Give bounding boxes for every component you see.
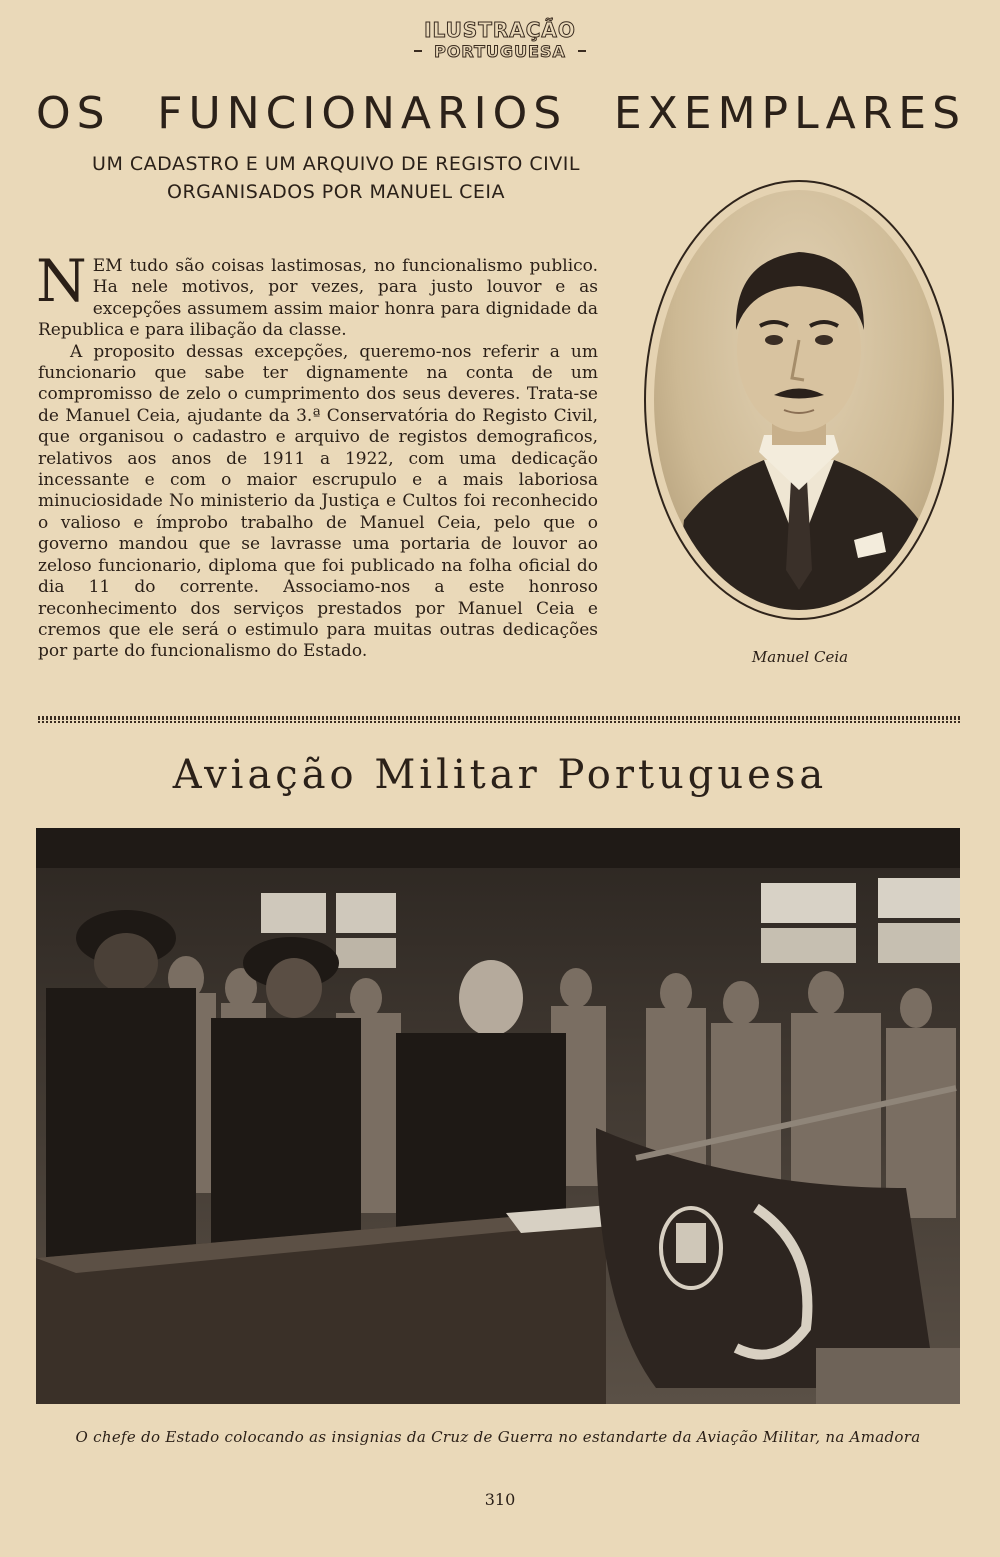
headline-word-1: OS: [36, 88, 111, 139]
article-paragraph-1: [36, 247, 598, 342]
article-body: [36, 247, 598, 663]
portrait-caption: Manuel Ceia: [751, 648, 849, 666]
article-paragraph-2: A proposito dessas excepções, queremo-nos referir a um funcionario que sabe ter dignamente na conta de um compromisso de zelo o cumprimento dos seus deveres. Trata-se de Manuel Ceia, ajudante da 3.ª Conservatória do Registo Civil, que organisou o cadastro e arquivo de registos demograficos, relativos aos anos de 1911 a 1922, com uma dedicação incessante e com o maior escrupulo e a mais laboriosa minuciosidade No ministerio da Justiça e Cultos foi reconhecido o valioso e ímprobo trabalho de Manuel Ceia, pelo que o governo mandou que se lavrasse uma portaria de louvor ao zeloso funcionario, diploma que foi publicado na folha oficial do dia 11 do corrente. Associamo-nos a este honroso reconhecimento dos serviços prestados por Manuel Ceia e cremos que ele será o estimulo para muitas outras dedicações por parte do funcionalismo do Estado.: [38, 341, 598, 662]
masthead-dash-left: [414, 50, 422, 52]
section-divider-lower: [38, 721, 960, 723]
article-headline: [36, 88, 966, 139]
headline-word-2: FUNCIONARIOS: [157, 88, 568, 139]
subhead-line-1: UM CADASTRO E UM ARQUIVO DE REGISTO CIVIL: [92, 153, 580, 175]
paragraph-1-text: EM tudo são coisas lastimosas, no funcionalismo publico. Ha nele motivos, por vezes, para justo louvor e as excepções assumem assim maior honra para dignidade da Republica e para ilibação da classe.: [38, 256, 598, 341]
masthead-line2: PORTUGUESA: [434, 42, 566, 61]
masthead-line1: ILUSTRAÇÃO: [424, 18, 576, 42]
page-number: 310: [484, 1490, 516, 1509]
photo-caption: O chefe do Estado colocando as insignias da Cruz de Guerra no estandarte da Aviação Militar, na Amadora: [75, 1428, 921, 1446]
ceremony-photo: [36, 828, 960, 1404]
masthead-dash-right: [578, 50, 586, 52]
section-title: Aviação Militar Portuguesa: [172, 752, 828, 798]
drop-cap: N: [36, 247, 87, 315]
article-subhead: [36, 150, 636, 206]
masthead-logo: [420, 20, 580, 76]
subhead-line-2: ORGANISADOS POR MANUEL CEIA: [167, 181, 505, 203]
portrait-photo: [654, 190, 944, 610]
headline-word-3: EXEMPLARES: [613, 88, 966, 139]
section-divider: [38, 716, 960, 720]
